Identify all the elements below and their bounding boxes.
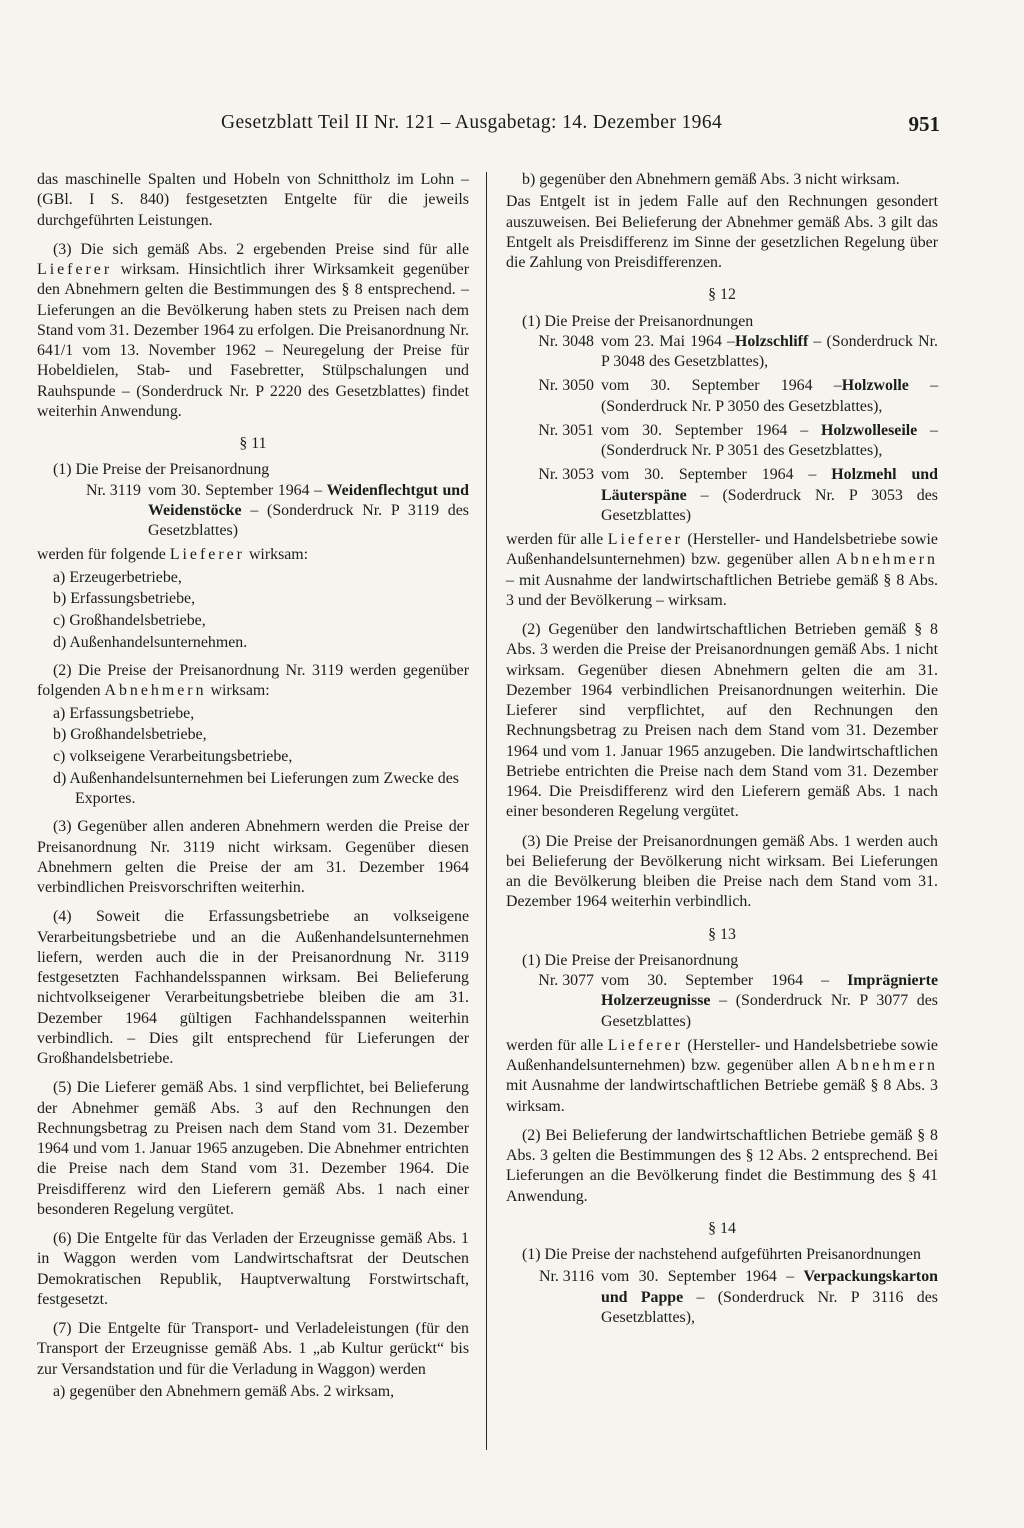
order-number: Nr. 3050 xyxy=(538,377,594,395)
order-text: vom 23. Mai 1964 –Holzschliff – (Sonderdruck Nr. P 3048 des Gesetzblattes), xyxy=(601,332,938,370)
right-column xyxy=(506,170,938,1332)
order-text: vom 30. September 1964 – Holzmehl und Läuterspäne – (Soderdruck Nr. P 3053 des Gesetzblattes) xyxy=(601,466,938,524)
s11-paragraph-4: (4) Soweit die Erfassungsbetriebe an volkseigene Verarbeitungsbetriebe und an die Außenhandelsunternehmen liefern, werden auch die in der Preisanordnung Nr. 3119 festgesetzten Fachhandelsspannen wirksam. Bei Belieferung nichtvolkseigener Verarbeitungsbetriebe bleiben die am 31. Dezember 1964 gültigen Fachhandelsspannen weiterhin verbindlich. – Dies gilt entsprechend für Lieferungen der Großhandelsbetriebe. xyxy=(37,908,469,1067)
list-item: b) Großhandelsbetriebe, xyxy=(53,726,207,744)
section-heading-11: § 11 xyxy=(239,435,267,452)
s11-lieferer-list xyxy=(37,568,469,654)
list-item: d) Außenhandelsunternehmen bei Lieferungen zum Zwecke des Exportes. xyxy=(53,769,459,807)
list-item: c) Großhandelsbetriebe, xyxy=(53,612,206,629)
column-divider xyxy=(486,172,487,1450)
s12-order-entry xyxy=(506,421,938,462)
continued-list xyxy=(506,170,938,190)
s13-paragraph-1: (1) Die Preise der Preisanordnung xyxy=(522,951,739,969)
entgelt-paragraph: Das Entgelt ist in jedem Falle auf den Rechnungen gesondert auszuweisen. Bei Belieferung der Abnehmer gemäß Abs. 3 gilt das Entgelt als Preisdifferenz im Sinne der gesetzlichen Regelung über die Zahlung von Preisdifferenzen. xyxy=(506,193,938,271)
section-heading-14: § 14 xyxy=(708,1219,736,1237)
order-number: Nr. 3119 xyxy=(85,481,141,499)
list-item: c) volkseigene Verarbeitungsbetriebe, xyxy=(53,748,293,765)
s11-paragraph-1: (1) Die Preise der Preisanordnung xyxy=(53,461,270,479)
page-header xyxy=(0,112,1024,142)
continued-paragraph: das maschinelle Spalten und Hobeln von Schnittholz im Lohn – (GBl. I S. 840) festgesetzten Entgelte für die jeweils durchgeführten Leistungen. xyxy=(37,171,469,229)
s12-order-entry xyxy=(506,332,938,373)
list-item: a) gegenüber den Abnehmern gemäß Abs. 2 wirksam, xyxy=(53,1382,395,1400)
paragraph-3: (3) Die sich gemäß Abs. 2 ergebenden Preise sind für alle Lieferer wirksam. Hinsichtlich ihrer Wirksamkeit gegenüber den Abnehmern gelten die Bestimmungen des § 8 entsprechend. – Lieferungen an die Bevölkerung haben stets zu Preisen nach dem Stand vom 31. Dezember 1964 zu erfolgen. Die Preisanordnung Nr. 641/1 vom 13. November 1962 – Neuregelung der Preise für Hobeldielen, Stab- und Fasebretter, Stülpschalungen und Rauhspunde – (Sonderdruck Nr. P 2220 des Gesetzblattes) findet weiterhin Anwendung. xyxy=(37,240,469,420)
order-number: Nr. 3053 xyxy=(538,466,594,484)
order-text: vom 30. September 1964 – Weidenflechtgut und Weidenstöcke – (Sonderdruck Nr. P 3119 des Gesetzblattes) xyxy=(148,481,469,539)
s12-paragraph-1: (1) Die Preise der Preisanordnungen xyxy=(522,312,754,330)
order-number: Nr. 3116 xyxy=(538,1268,594,1286)
s12-werden-paragraph: werden für alle Lieferer (Hersteller- und Handelsbetriebe sowie Außenhandelsunternehmen) bzw. gegenüber allen Abnehmern – mit Ausnahme der landwirtschaftlichen Betriebe gemäß § 8 Abs. 3 und der Bevölkerung – wirksam. xyxy=(506,531,938,609)
s13-order-entry xyxy=(506,971,938,1032)
list-item: b) Erfassungsbetriebe, xyxy=(53,590,196,608)
s12-order-entry xyxy=(506,465,938,526)
s11-paragraph-7: (7) Die Entgelte für Transport- und Verladeleistungen (für den Transport der Erzeugnisse gemäß Abs. 1 „ab Kultur gerückt“ bis zur Versandstation und für die Verladung in Waggon) werden xyxy=(37,1320,469,1378)
order-number: Nr. 3077 xyxy=(538,972,594,989)
s11-paragraph-3: (3) Gegenüber allen anderen Abnehmern werden die Preise der Preisanordnung Nr. 3119 nicht wirksam. Gegenüber diesen Abnehmern gelten die Preise der am 31. Dezember 1964 verbindlichen Preisvorschriften weiterhin. xyxy=(37,818,469,896)
left-column xyxy=(37,170,469,1410)
s11-werden-line: werden für folgende Lieferer wirksam: xyxy=(37,546,309,564)
s11-order-entry xyxy=(37,481,469,542)
section-heading-12: § 12 xyxy=(708,286,736,304)
order-number: Nr. 3048 xyxy=(538,332,594,350)
s12-paragraph-2: (2) Gegenüber den landwirtschaftlichen Betrieben gemäß § 8 Abs. 3 werden die Preise der Preisanordnungen gemäß Abs. 1 nicht wirksam. Gegenüber diesen Abnehmern gelten die am 31. Dezember 1964 verbindlichen Preisanordnungen weiterhin. Die Lieferer sind verpflichtet, auf den Rechnungen den Rechnungsbetrag zu Preisen nach dem Stand vom 31. Dezember 1964 und vom 1. Januar 1965 anzugeben. Die landwirtschaftlichen Betriebe entrichten die Preise nach dem Stand vom 31. Dezember 1964. Die Preisdifferenz wird den Lieferern gemäß Abs. 1 nach einer besonderen Regelung vergütet. xyxy=(506,621,938,821)
s11-entgelt-list xyxy=(37,1382,469,1402)
s11-paragraph-2: (2) Die Preise der Preisanordnung Nr. 3119 werden gegenüber folgenden Abnehmern wirksam: xyxy=(37,662,469,700)
section-heading-13: § 13 xyxy=(708,925,736,943)
order-text: vom 30. September 1964 – Verpackungskarton und Pappe – (Sonderdruck Nr. P 3116 des Gesetzblattes), xyxy=(601,1268,938,1326)
list-item: b) gegenüber den Abnehmern gemäß Abs. 3 nicht wirksam. xyxy=(522,171,900,188)
s13-werden-paragraph: werden für alle Lieferer (Hersteller- und Handelsbetriebe sowie Außenhandelsunternehmen) bzw. gegenüber allen Abnehmern mit Ausnahme der landwirtschaftlichen Betriebe gemäß § 8 Abs. 3 wirksam. xyxy=(506,1036,938,1115)
page-number: 951 xyxy=(908,112,940,136)
s11-paragraph-6: (6) Die Entgelte für das Verladen der Erzeugnisse gemäß Abs. 1 in Waggon werden vom Landwirtschaftsrat der Deutschen Demokratischen Republik, Hauptverwaltung Forstwirtschaft, festgesetzt. xyxy=(37,1230,469,1308)
s11-abnehmer-list xyxy=(37,704,469,810)
s14-order-entry xyxy=(506,1267,938,1328)
list-item: d) Außenhandelsunternehmen. xyxy=(53,633,248,651)
running-header-title: Gesetzblatt Teil II Nr. 121 – Ausgabetag: 14. Dezember 1964 xyxy=(221,112,723,133)
s11-paragraph-5: (5) Die Lieferer gemäß Abs. 1 sind verpflichtet, bei Belieferung der Abnehmer gemäß Abs. 3 auf den Rechnungen den Rechnungsbetrag zu Preisen nach dem Stand vom 31. Dezember 1964 und vom 1. Januar 1965 anzugeben. Die Abnehmer entrichten die Preise nach dem Stand vom 31. Dezember 1964. Die Preisdifferenz wird den Lieferern gemäß Abs. 1 nach einer besonderen Regelung vergütet. xyxy=(37,1079,469,1218)
order-text: vom 30. September 1964 – Imprägnierte Holzerzeugnisse – (Sonderdruck Nr. P 3077 des Gesetzblattes) xyxy=(601,972,938,1030)
s13-paragraph-2: (2) Bei Belieferung der landwirtschaftlichen Betriebe gemäß § 8 Abs. 3 gelten die Bestimmungen des § 12 Abs. 2 entsprechend. Bei Lieferungen an die Bevölkerung findet die Bestimmung des § 41 Anwendung. xyxy=(506,1126,938,1205)
order-number: Nr. 3051 xyxy=(538,421,594,439)
list-item: a) Erfassungsbetriebe, xyxy=(53,704,195,722)
s12-paragraph-3: (3) Die Preise der Preisanordnungen gemäß Abs. 1 werden auch bei Belieferung der Bevölkerung nicht wirksam. Bei Lieferungen an die Bevölkerung bleiben die Preise nach dem Stand vom 31. Dezember 1964 weiterhin verbindlich. xyxy=(506,832,938,911)
order-text: vom 30. September 1964 –Holzwolle – (Sonderdruck Nr. P 3050 des Gesetzblattes), xyxy=(601,377,939,415)
s12-order-entry xyxy=(506,376,938,417)
list-item: a) Erzeugerbetriebe, xyxy=(53,568,182,586)
s14-paragraph-1: (1) Die Preise der nachstehend aufgeführten Preisanordnungen xyxy=(522,1246,921,1263)
order-text: vom 30. September 1964 – Holzwolleseile – (Sonderdruck Nr. P 3051 des Gesetzblattes), xyxy=(601,421,938,459)
